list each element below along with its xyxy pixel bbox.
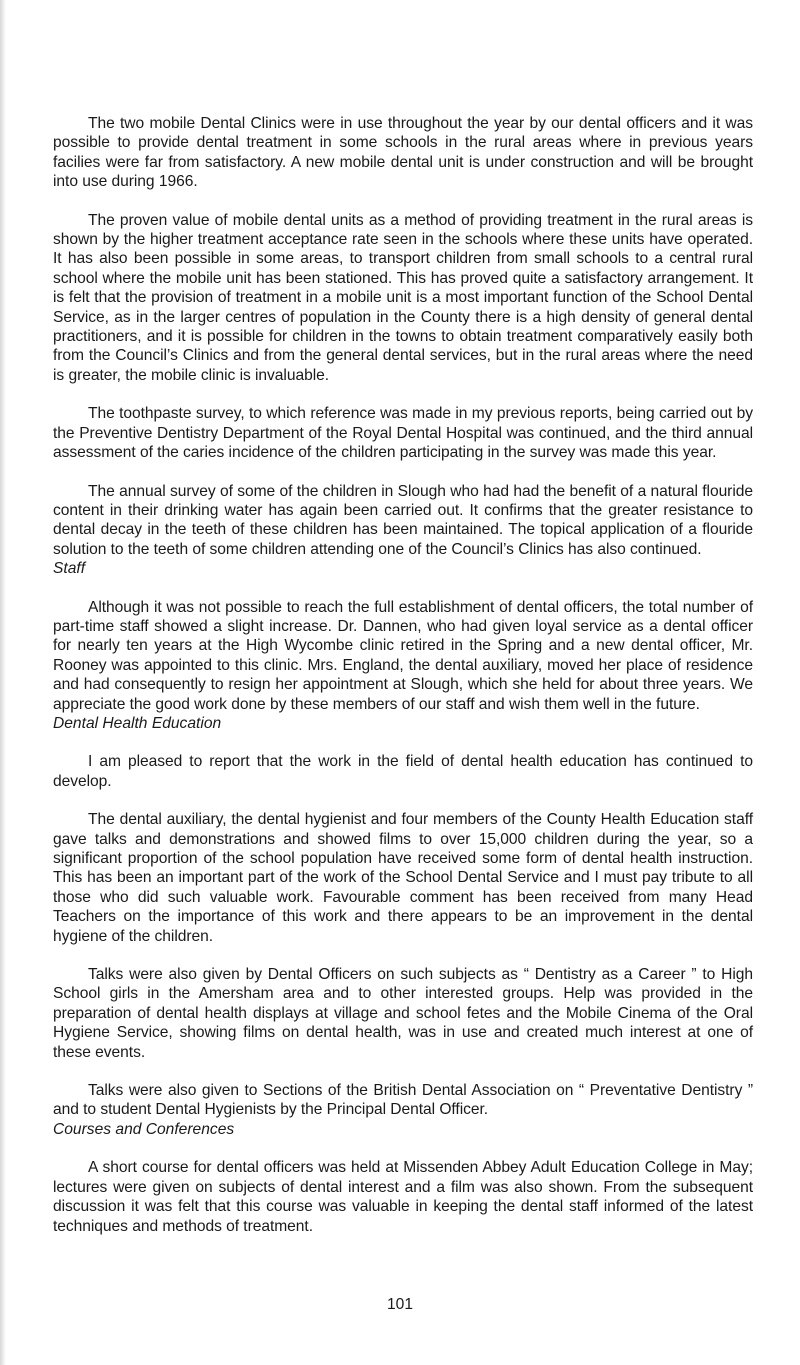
- paragraph-mobile-clinics: The two mobile Dental Clinics were in use throughout the year by our dental officers and it was possible to provide dental treatment in some schools in the rural areas where in previous years facilies were far from satisfactory. A new mobile dental unit is under construction and will be brought into use during 1966.: [53, 115, 753, 191]
- document-page: [53, 114, 753, 1236]
- paragraph-education-officers: Talks were also given by Dental Officers on such subjects as “ Dentistry as a Career ” to High School girls in the Amersham area and to other interested groups. Help was provided in the preparation of dental health displays at village and school fetes and the Mobile Cinema of the Oral Hygiene Service, showing films on dental health, was in use and created much interest at one of these events.: [53, 966, 753, 1061]
- paragraph-flouride-survey: The annual survey of some of the children in Slough who had had the benefit of a natural flouride content in their drinking water has again been carried out. It confirms that the greater resistance to dental decay in the teeth of these children has been maintained. The topical application of a flouride solution to the teeth of some children attending one of the Council’s Clinics has also continued.: [53, 482, 753, 558]
- section-heading-dental-health-education: Dental Health Education: [53, 714, 222, 732]
- paragraph-education-talks: The dental auxiliary, the dental hygienist and four members of the County Health Education staff gave talks and demonstrations and showed films to over 15,000 children during the year, so a significant proportion of the school population have received some form of dental health instruction. This has been an important part of the work of the School Dental Service and I must pay tribute to all those who did such valuable work. Favourable comment has been received from many Head Teachers on the importance of this work and there appears to be an improvement in the dental hygiene of the children.: [53, 811, 753, 945]
- page-number: 101: [386, 1296, 414, 1313]
- paragraph-education-intro: I am pleased to report that the work in the field of dental health education has continued to develop.: [53, 753, 753, 790]
- paragraph-education-bda: Talks were also given to Sections of the British Dental Association on “ Preventative Dentistry ” and to student Dental Hygienists by the Principal Dental Officer.: [53, 1082, 753, 1119]
- paragraph-courses: A short course for dental officers was held at Missenden Abbey Adult Education College in May; lectures were given on subjects of dental interest and a film was also shown. From the subsequent discussion it was felt that this course was valuable in keeping the dental staff informed of the latest techniques and methods of treatment.: [53, 1159, 753, 1235]
- section-heading-staff: Staff: [53, 560, 86, 578]
- section-heading-courses: Courses and Conferences: [53, 1120, 235, 1138]
- paragraph-toothpaste-survey: The toothpaste survey, to which reference was made in my previous reports, being carried out by the Preventive Dentistry Department of the Royal Dental Hospital was continued, and the third annual assessment of the caries incidence of the children participating in the survey was made this year.: [53, 405, 753, 462]
- paragraph-staff: Although it was not possible to reach the full establishment of dental officers, the total number of part-time staff showed a slight increase. Dr. Dannen, who had given loyal service as a dental officer for nearly ten years at the High Wycombe clinic retired in the Spring and a new dental officer, Mr. Rooney was appointed to this clinic. Mrs. England, the dental auxiliary, moved her place of residence and had consequently to resign her appointment at Slough, which she held for about three years. We appreciate the good work done by these members of our staff and wish them well in the future.: [53, 598, 753, 713]
- scan-edge-shadow: [0, 0, 6, 1365]
- paragraph-mobile-units-value: The proven value of mobile dental units as a method of providing treatment in the rural areas is shown by the higher treatment acceptance rate seen in the schools where these units have operated. It has also been possible in some areas, to transport children from small schools to a central rural school where the mobile unit has been stationed. This has proved quite a satisfactory arrangement. It is felt that the provision of treatment in a mobile unit is a most important function of the School Dental Service, as in the larger centres of population in the County there is a high density of general dental practitioners, and it is possible for children in the towns to obtain treatment comparatively easily both from the Council’s Clinics and from the general dental services, but in the rural areas where the need is greater, the mobile clinic is invaluable.: [53, 211, 753, 384]
